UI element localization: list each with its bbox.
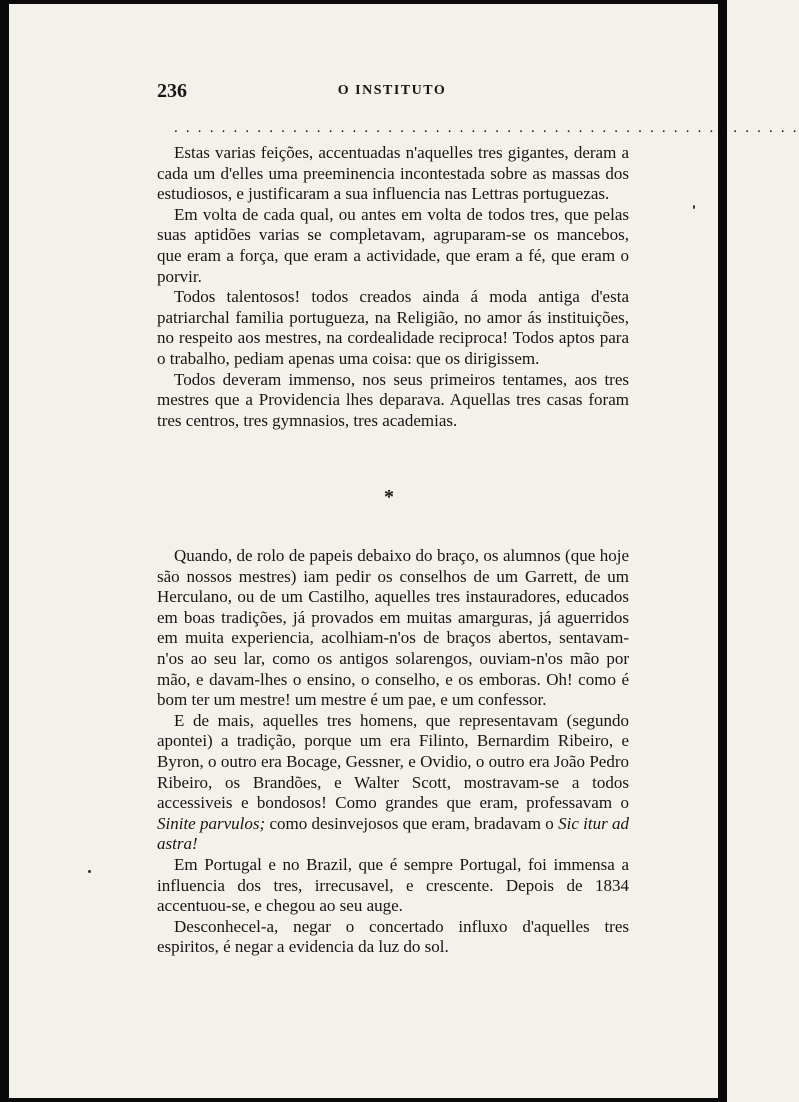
running-header [157, 80, 627, 102]
paragraph: Quando, de rolo de papeis debaixo do braço, os alumnos (que hoje são nossos mestres) iam pedir os conselhos de um Garrett, de um Herculano, ou de um Castilho, aquelles tres instauradores, educados em boas tradições, já provados em muitas amarguras, já aguerridos em muita experiencia, acolhiam-n'os de braços abertos, sentavam-n'os ao seu lar, como os antigos solarengos, ouviam-n'os mão por mão, e davam-lhes o ensino, o conselho, e os emboras. Oh! como é bom ter um mestre! um mestre é um pae, e um confessor. [157, 546, 629, 710]
paragraph: Todos talentosos! todos creados ainda á moda antiga d'esta patriarchal familia portugueza, na Religião, no amor ás instituições, no respeito aos mestres, na cordealidade reciproca! Todos aptos para o trabalho, pediam apenas uma coisa: que os dirigissem. [157, 287, 629, 368]
section-break-asterisk: * [384, 486, 394, 508]
paragraph: Em volta de cada qual, ou antes em volta de todos tres, que pelas suas aptidões varias se completavam, agruparam-se os mancebos, que eram a força, que eram a actividade, que eram a fé, que eram o porvir. [157, 204, 629, 286]
paper-speck [88, 870, 91, 873]
latin-quote: Sic itur ad astra! [157, 813, 629, 854]
paragraph: Estas varias feições, accentuadas n'aquelles tres gigantes, deram a cada um d'elles uma preeminencia incontestada sobre as massas dos estudiosos, e justificaram a sua influencia nas Lettras portuguezas. [157, 143, 629, 204]
latin-quote: Sinite parvulos; [157, 813, 266, 833]
text-run: E de mais, aquelles tres homens, que representavam (segundo apontei) a tradição, porque um era Filinto, Bernardim Ribeiro, e Byron, o outro era Bocage, Gessner, e Ovidio, o outro era João Pedro Ribeiro, os Brandões, e Walter Scott, mostravam-se a todos accessiveis e bondosos! Como grandes que eram, professavam o [157, 710, 629, 813]
text-section-1 [157, 143, 629, 431]
paragraph: Todos deveram immenso, nos seus primeiros tentames, aos tres mestres que a Providencia lhes deparava. Aquellas tres casas foram tres centros, tres gymnasios, tres academias. [157, 369, 629, 430]
page-number: 236 [157, 80, 187, 102]
text-section-2 [157, 546, 629, 958]
paragraph [157, 711, 629, 855]
running-title: O INSTITUTO [337, 83, 447, 98]
text-run: como desinvejosos que eram, bradavam o [265, 813, 559, 833]
paragraph: Desconhecel-a, negar o concertado influxo d'aquelles tres espiritos, é negar a evidencia da luz do sol. [157, 916, 629, 957]
paper-speck [693, 205, 695, 209]
paragraph: Em Portugal e no Brazil, que é sempre Portugal, foi immensa a influencia dos tres, irrecusavel, e crescente. Depois de 1834 accentuou-se, e chegou ao seu auge. [157, 854, 629, 916]
ellipsis-line: . . . . . . . . . . . . . . . . . . . . . . . . . . . . . . . . . . . . . . . . . . . . . . . . . . . . . [174, 120, 799, 136]
